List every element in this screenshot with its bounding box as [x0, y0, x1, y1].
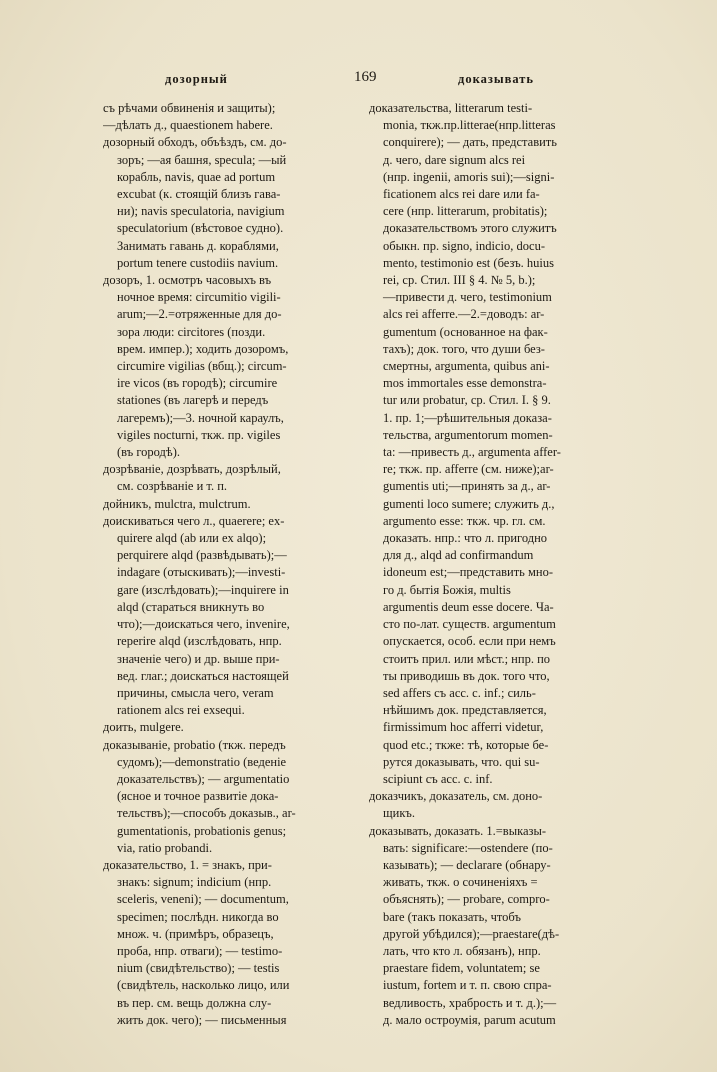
text-line: iustum, fortem и т. п. свою спра-: [383, 978, 552, 993]
text-line: доказательствъ); — argumentatio: [117, 771, 290, 786]
text-line: portum tenere custodiis navium.: [117, 255, 279, 270]
text-line: объяснять); — probare, compro-: [383, 892, 550, 907]
text-line: лать, что кто л. обязанъ), нпр.: [383, 943, 541, 958]
text-line: —привести д. чего, testimonium: [383, 290, 552, 305]
text-line: врем. импер.); ходить дозоромъ,: [117, 341, 289, 356]
text-line: (свидѣтель, насколько лицо, или: [117, 978, 290, 993]
text-line: судомъ);—demonstratio (веденіе: [117, 754, 287, 769]
text-line: жить док. чего); — письменныя: [117, 1012, 287, 1027]
text-line: см. созрѣваніе и т. п.: [117, 479, 228, 494]
text-line: дойникъ, mulctra, mulctrum.: [103, 496, 251, 511]
text-line: quirere alqd (ab или ex alqo);: [117, 531, 267, 546]
text-line: лагеремъ);—3. ночной караулъ,: [117, 410, 284, 425]
text-line: scipiunt съ acc. c. inf.: [383, 771, 493, 786]
text-line: казывать); — declarare (обнару-: [383, 857, 551, 872]
text-line: ночное время: circumitio vigili-: [117, 290, 281, 305]
text-line: вед. глаг.; доискаться настоящей: [117, 668, 289, 683]
text-line: значеніе чего) и др. выше при-: [117, 651, 280, 666]
text-line: ты приводишь въ док. того что,: [383, 668, 550, 683]
text-line: idoneum est;—представить мно-: [383, 565, 554, 580]
text-line: д. чего, dare signum alcs rei: [383, 152, 526, 167]
text-line: excubat (к. стоящій близъ гава-: [117, 187, 281, 202]
text-line: смертны, argumenta, quibus ani-: [383, 359, 550, 374]
text-line: praestare fidem, voluntatem; se: [383, 961, 540, 976]
left-column: [103, 100, 359, 1029]
text-line: rationem alcs rei exsequi.: [117, 703, 245, 718]
text-line: rei, ср. Стил. III § 4. № 5, b.);: [383, 273, 536, 288]
text-line: другой убѣдился);—praestare(дѣ-: [383, 926, 560, 941]
text-line: доказываніе, probatio (ткж. передъ: [103, 737, 286, 752]
text-line: доказать. нпр.: что л. пригодно: [383, 531, 548, 546]
text-line: —дѣлать д., quaestionem habere.: [103, 118, 273, 133]
text-line: съ рѣчами обвиненія и защиты);: [103, 101, 276, 115]
text-line: ire vicos (въ городѣ); circumire: [117, 376, 278, 391]
text-line: опускается, особ. если при немъ: [383, 634, 556, 649]
text-line: sceleris, veneni); — documentum,: [117, 892, 289, 907]
text-line: specimen; послѣдн. никогда во: [117, 909, 279, 924]
text-line: alcs rei afferre.—2.=доводъ: ar-: [383, 307, 545, 322]
text-line: доискиваться чего л., quaerere; ex-: [103, 513, 285, 528]
text-line: firmissimum hoc afferri videtur,: [383, 720, 544, 735]
text-line: множ. ч. (примѣръ, образецъ,: [117, 926, 274, 941]
text-line: нѣйшимъ док. представляется,: [383, 703, 547, 718]
text-line: го д. бытія Божія, multis: [383, 582, 511, 597]
text-line: доказывать, доказать. 1.=выказы-: [369, 823, 547, 838]
text-line: причины, смысла чего, veram: [117, 685, 274, 700]
text-line: gumentationis, probationis genus;: [117, 823, 287, 838]
text-line: speculatorium (вѣстовое судно).: [117, 221, 284, 236]
text-line: щикъ.: [383, 806, 415, 821]
text-line: gare (изслѣдовать);—inquirere in: [117, 582, 289, 597]
text-line: alqd (стараться вникнуть во: [117, 599, 265, 614]
text-line: argumentis deum esse docere. Ча-: [383, 599, 554, 614]
text-line: via, ratio probandi.: [117, 840, 213, 855]
text-line: знакъ: signum; indicium (нпр.: [117, 875, 272, 890]
text-line: mos immortales esse demonstra-: [383, 376, 547, 391]
text-line: ta: —привесть д., argumenta affer-: [383, 445, 561, 460]
text-line: (ясное и точное развитіе дока-: [117, 789, 279, 804]
text-line: gumenti loco sumere; служить д.,: [383, 496, 555, 511]
text-line: живать, ткж. о сочиненіяхъ =: [383, 875, 538, 890]
text-line: (въ городѣ).: [117, 445, 180, 460]
text-line: re; ткж. пр. afferre (см. ниже);ar-: [383, 462, 554, 477]
header-right-word: доказывать: [458, 72, 535, 86]
text-line: тахъ); док. того, что души без-: [383, 341, 545, 356]
text-line: доказчикъ, доказатель, см. доно-: [369, 789, 543, 804]
text-line: vigiles nocturni, ткж. пр. vigiles: [117, 427, 281, 442]
text-line: д. мало остроумія, parum acutum: [383, 1012, 556, 1027]
text-line: (нпр. ingenii, amoris sui);—signi-: [383, 169, 555, 184]
text-line: для д., alqd ad confirmandum: [383, 548, 534, 563]
text-line: доказательствомъ этого служитъ: [383, 221, 557, 236]
text-line: дозрѣваніе, дозрѣвать, дозрѣлый,: [103, 462, 281, 477]
page-number: 169: [354, 69, 377, 85]
text-line: ведливость, храбрость и т. д.);—: [383, 995, 557, 1010]
text-line: стоитъ прил. или мѣст.; нпр. по: [383, 651, 551, 666]
text-line: зоръ; —ая башня, specula; —ый: [117, 152, 287, 167]
text-line: дозорный обходъ, объѣздъ, см. до-: [103, 135, 287, 150]
text-line: gumentum (основанное на фак-: [383, 324, 548, 339]
text-line: ни); navis speculatoria, navigium: [117, 204, 285, 219]
text-line: проба, нпр. отваги); — testimo-: [117, 943, 283, 958]
text-line: quod etc.; ткже: тѣ, которые бе-: [383, 737, 549, 752]
text-line: cere (нпр. litterarum, probitatis);: [383, 204, 548, 219]
text-line: что);—доискаться чего, invenire,: [117, 617, 290, 632]
text-line: ficationem alcs rei dare или fa-: [383, 187, 540, 202]
text-line: тельства, argumentorum momen-: [383, 427, 553, 442]
text-line: conquirere); — дать, представить: [383, 135, 557, 150]
text-line: 1. пр. 1;—рѣшительныя доказа-: [383, 410, 552, 425]
text-line: arum;—2.=отряженные для до-: [117, 307, 282, 322]
text-line: mento, testimonio est (безъ. huius: [383, 255, 554, 270]
text-line: monia, ткж.пр.litterae(нпр.litteras: [383, 118, 556, 133]
text-line: argumento esse: ткж. чр. гл. см.: [383, 513, 546, 528]
text-line: gumentis uti;—принять за д., ar-: [383, 479, 551, 494]
text-line: тельствъ);—способъ доказыв., ar-: [117, 806, 296, 821]
text-line: въ пер. см. вещь должна слу-: [117, 995, 272, 1010]
text-line: сто по-лат. существ. argumentum: [383, 617, 556, 632]
text-line: sed affers съ acc. c. inf.; силь-: [383, 685, 536, 700]
text-line: вать: significare:—ostendere (по-: [383, 840, 553, 855]
text-line: perquirere alqd (развѣдывать);—: [117, 548, 287, 563]
text-line: зора люди: circitores (позди.: [117, 324, 266, 339]
text-line: рутся доказывать, что. qui su-: [383, 754, 540, 769]
text-line: bare (такъ показать, чтобъ: [383, 909, 521, 924]
text-line: корабль, navis, quae ad portum: [117, 169, 276, 184]
text-line: обыкн. пр. signo, indicio, docu-: [383, 238, 545, 253]
text-line: доказательства, litterarum testi-: [369, 101, 533, 115]
text-line: Занимать гавань д. кораблями,: [117, 238, 279, 253]
text-line: stationes (въ лагерѣ и передъ: [117, 393, 269, 408]
text-line: tur или probatur, ср. Стил. I. § 9.: [383, 393, 551, 408]
text-line: reperire alqd (изслѣдовать, нпр.: [117, 634, 282, 649]
text-line: дозоръ, 1. осмотръ часовыхъ въ: [103, 273, 272, 288]
text-line: circumire vigilias (вбщ.); circum-: [117, 359, 287, 374]
text-line: indagare (отыскивать);—investi-: [117, 565, 286, 580]
text-line: доказательство, 1. = знакъ, при-: [103, 857, 272, 872]
header-left-word: дозорный: [165, 72, 228, 86]
text-line: nium (свидѣтельство); — testis: [117, 961, 280, 976]
text-line: доить, mulgere.: [103, 720, 184, 735]
right-column: [369, 100, 631, 1029]
